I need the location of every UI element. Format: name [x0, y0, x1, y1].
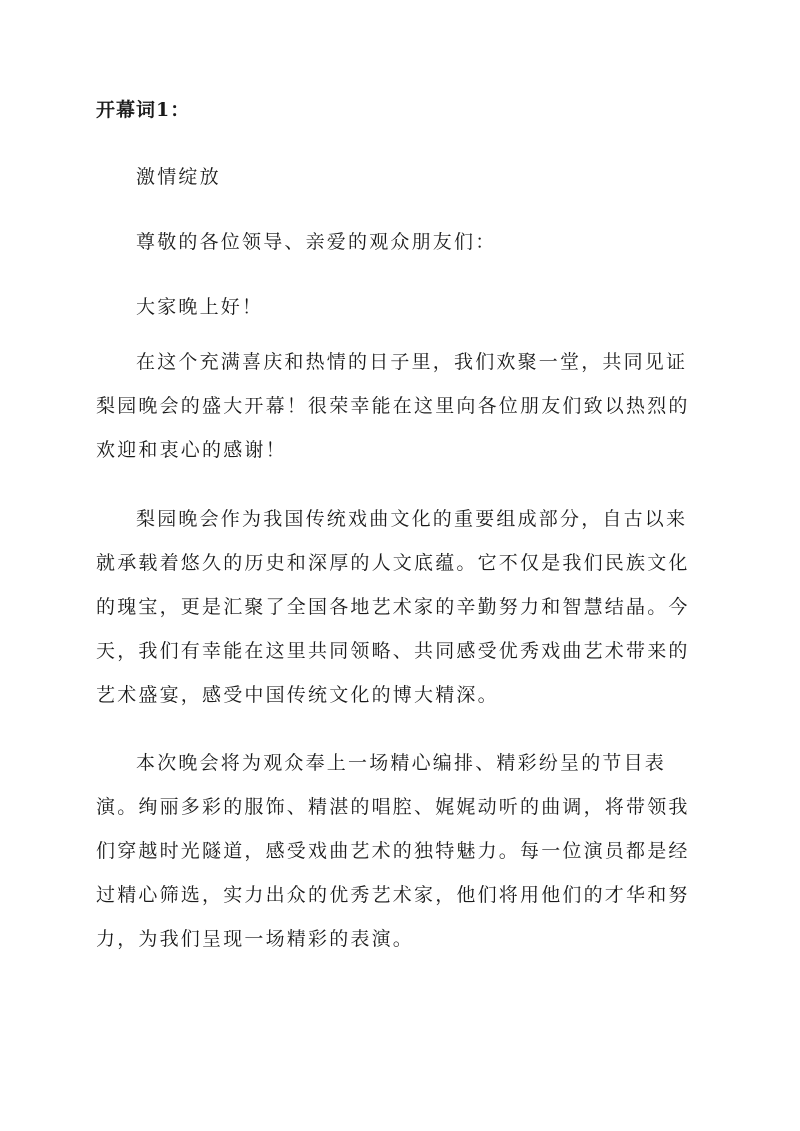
greeting-line: 尊敬的各位领导、亲爱的观众朋友们：	[136, 231, 497, 253]
paragraph-program: 本次晚会将为观众奉上一场精心编排、精彩纷呈的节目表演。绚丽多彩的服饰、精湛的唱腔、娓娓动听的曲调，将带领我们穿越时光隧道，感受戏曲艺术的独特魅力。每一位演员都是经过精心筛选，实力出众的优秀艺术家，他们将用他们的才华和努力，为我们呈现一场精彩的表演。	[96, 752, 690, 950]
hello-line: 大家晚上好！	[136, 296, 264, 318]
subtitle-line: 激情绽放	[136, 166, 221, 188]
paragraph-welcome: 在这个充满喜庆和热情的日子里，我们欢聚一堂，共同见证梨园晚会的盛大开幕！很荣幸能在这里向各位朋友们致以热烈的欢迎和衷心的感谢！	[96, 351, 690, 461]
document-heading: 开幕词1：	[96, 99, 191, 121]
paragraph-heritage: 梨园晚会作为我国传统戏曲文化的重要组成部分，自古以来就承载着悠久的历史和深厚的人文底蕴。它不仅是我们民族文化的瑰宝，更是汇聚了全国各地艺术家的辛勤努力和智慧结晶。今天，我们有幸能在这里共同领略、共同感受优秀戏曲艺术带来的艺术盛宴，感受中国传统文化的博大精深。	[96, 508, 690, 706]
